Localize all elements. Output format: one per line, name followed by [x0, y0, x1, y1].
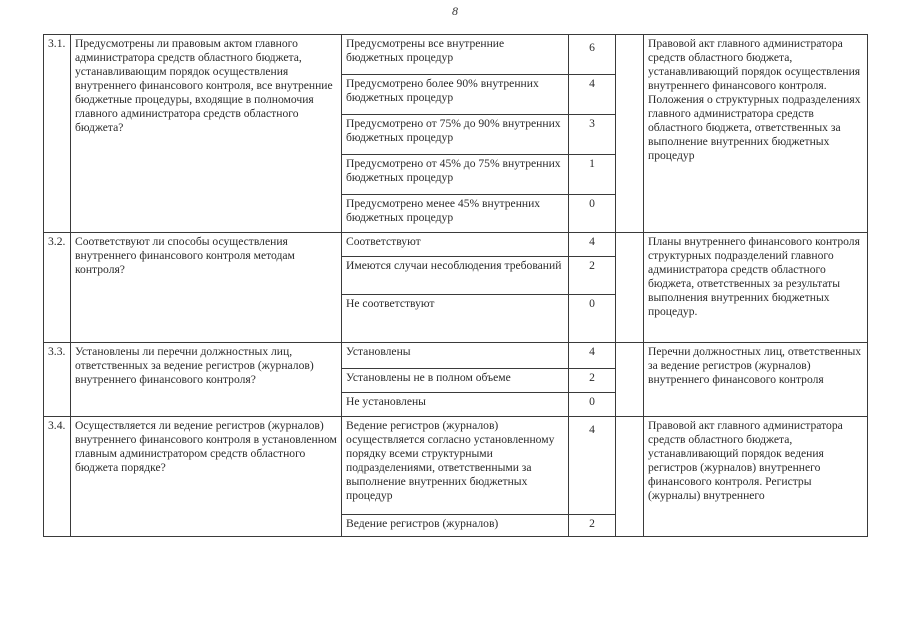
score-value: 4 — [569, 75, 616, 115]
criterion-text: Предусмотрено более 90% внутренних бюджетных процедур — [342, 75, 569, 115]
source-text: Планы внутреннего финансового контроля структурных подразделений главного администратора средств областного бюджета, ответственных за результаты выполнения внутренних бюджетных процедур. — [644, 233, 868, 343]
criterion-text: Ведение регистров (журналов) — [342, 515, 569, 537]
score-value: 4 — [569, 343, 616, 369]
score-value: 1 — [569, 155, 616, 195]
source-text: Правовой акт главного администратора средств областного бюджета, устанавливающий порядок осуществления внутреннего финансового контроля. Положения о структурных подразделениях главного администратора средств областного бюджета, ответственных за выполнение внутренних бюджетных процедур — [644, 35, 868, 233]
blank-cell — [616, 417, 644, 537]
score-value: 2 — [569, 257, 616, 295]
question-text: Предусмотрены ли правовым актом главного администратора средств областного бюджета, устанавливающим порядок осуществления внутреннего финансового контроля, все внутренние бюджетные процедуры, входящие в полномочия главного администратора средств областного бюджета? — [71, 35, 342, 233]
criterion-text: Имеются случаи несоблюдения требований — [342, 257, 569, 295]
criterion-text: Не соответствуют — [342, 295, 569, 343]
question-text: Установлены ли перечни должностных лиц, ответственных за ведение регистров (журналов) внутреннего финансового контроля? — [71, 343, 342, 417]
blank-cell — [616, 35, 644, 233]
page-number: 8 — [452, 4, 458, 18]
score-value: 0 — [569, 195, 616, 233]
source-text: Правовой акт главного администратора средств областного бюджета, устанавливающий порядок ведения регистров (журналов) внутреннего финансового контроля. Регистры (журналы) внутреннего — [644, 417, 868, 537]
blank-cell — [616, 343, 644, 417]
blank-cell — [616, 233, 644, 343]
score-value: 0 — [569, 393, 616, 417]
criterion-text: Предусмотрено от 45% до 75% внутренних бюджетных процедур — [342, 155, 569, 195]
score-value: 4 — [569, 417, 616, 515]
table-row — [44, 35, 868, 75]
section-number: 3.4. — [44, 417, 71, 537]
question-text: Осуществляется ли ведение регистров (журналов) внутреннего финансового контроля в установленном главным администратором средств областного бюджета порядке? — [71, 417, 342, 537]
table-row — [44, 233, 868, 257]
criterion-text: Соответствуют — [342, 233, 569, 257]
score-value: 2 — [569, 515, 616, 537]
section-number: 3.2. — [44, 233, 71, 343]
score-value: 3 — [569, 115, 616, 155]
criterion-text: Предусмотрено менее 45% внутренних бюджетных процедур — [342, 195, 569, 233]
score-value: 2 — [569, 369, 616, 393]
criteria-table — [43, 34, 868, 537]
table-row — [44, 417, 868, 515]
question-text: Соответствуют ли способы осуществления внутреннего финансового контроля методам контроля? — [71, 233, 342, 343]
section-number: 3.3. — [44, 343, 71, 417]
score-value: 0 — [569, 295, 616, 343]
criterion-text: Предусмотрены все внутренние бюджетных процедур — [342, 35, 569, 75]
criterion-text: Установлены не в полном объеме — [342, 369, 569, 393]
score-value: 6 — [569, 35, 616, 75]
criterion-text: Ведение регистров (журналов) осуществляется согласно установленному порядку всеми структурными подразделениями, ответственными за выполнение внутренних бюджетных процедур — [342, 417, 569, 515]
criterion-text: Предусмотрено от 75% до 90% внутренних бюджетных процедур — [342, 115, 569, 155]
table-row — [44, 343, 868, 369]
criterion-text: Не установлены — [342, 393, 569, 417]
score-value: 4 — [569, 233, 616, 257]
criterion-text: Установлены — [342, 343, 569, 369]
source-text: Перечни должностных лиц, ответственных за ведение регистров (журналов) внутреннего финансового контроля — [644, 343, 868, 417]
section-number: 3.1. — [44, 35, 71, 233]
